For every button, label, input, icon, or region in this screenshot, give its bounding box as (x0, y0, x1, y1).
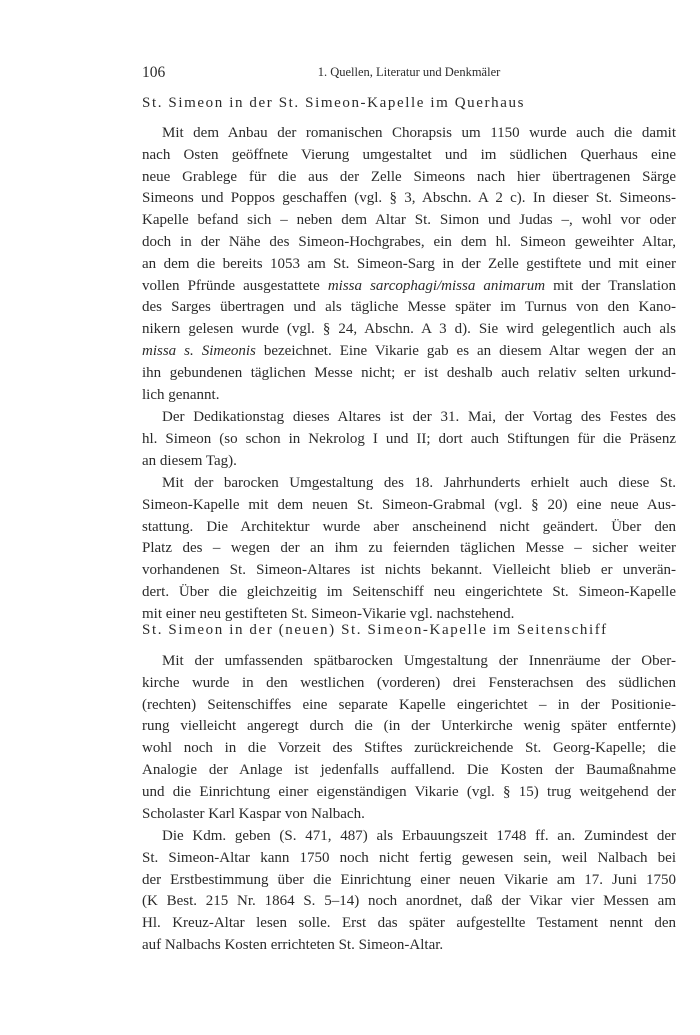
page-number: 106 (142, 64, 166, 81)
paragraph (142, 123, 676, 406)
text-line: rung vielleicht angeregt durch die (in der Unterkirche wenig später entfernte) (142, 718, 676, 735)
text-line: Der Dedikationstag dieses Altares ist der 31. Mai, der Vortag des Festes des (162, 409, 676, 425)
text-line: lich genannt. (142, 386, 220, 403)
text-line: mit einer neu gestifteten St. Simeon-Vikarie vgl. nachstehend. (142, 605, 515, 622)
running-head: 1. Quellen, Literatur und Denkmäler (317, 65, 501, 79)
text-line: Kapelle befand sich – neben dem Altar St. Simon und Judas –, wohl vor oder (142, 212, 676, 229)
text-line: Analogie der Anlage ist jedenfalls auffallend. Die Kosten der Baumaßnahme (142, 761, 676, 778)
text-line: Simeon-Kapelle mit dem neuen St. Simeon-Grabmal (vgl. § 20) eine neue Aus- (142, 496, 676, 513)
text-line: an dem die bereits 1053 am St. Simeon-Sarg in der Zelle gestiftete und mit einer (142, 255, 676, 272)
text-line: wohl noch in die Vorzeit des Stiftes zurückreichende St. Georg-Kapelle; die (142, 740, 676, 757)
text-line: stattung. Die Architektur wurde aber anscheinend nicht geändert. Über den (142, 518, 676, 535)
text-line: Simeons und Poppos geschaffen (vgl. § 3, Abschn. A 2 c). In dieser St. Simeons- (142, 190, 676, 207)
text-line: dert. Über die gleichzeitig im Seitenschiff neu eingerichtete St. Simeon-Kapelle (142, 583, 676, 600)
text-line: nikern gelesen wurde (vgl. § 24, Abschn. A 3 d). Sie wird gelegentlich auch als (142, 321, 676, 338)
text-line: doch in der Nähe des Simeon-Hochgrabes, ein dem hl. Simeon geweihter Altar, (142, 233, 676, 250)
page-header (142, 64, 676, 84)
text-line: des Sarges übertragen und als tägliche Messe später im Turnus von den Kano- (142, 299, 676, 316)
paragraph (142, 407, 676, 472)
text-line: neue Grablege für die aus der Zelle Simeons nach hier übertragenen Särge (142, 168, 676, 185)
italic-term: missa sarcophagi/missa animarum (327, 277, 546, 294)
text-line: Scholaster Karl Kaspar von Nalbach. (142, 805, 365, 822)
text-line: hl. Simeon (so schon in Nekrolog I und II; dort auch Stiftungen für die Präsenz (142, 430, 676, 447)
text-line: kirche wurde in den westlichen (vorderen) drei Fensterachsen des südlichen (142, 674, 676, 691)
text-line: an diesem Tag). (142, 452, 237, 469)
text-line: Mit dem Anbau der romanischen Chorapsis um 1150 wurde auch die damit (162, 125, 676, 141)
paragraph (142, 651, 676, 825)
section-heading-seitenschiff: St. Simeon in der (neuen) St. Simeon-Kapelle im Seitenschiff (142, 622, 608, 638)
italic-term: missa s. Simeonis (142, 342, 256, 359)
text-line: Die Kdm. geben (S. 471, 487) als Erbauungszeit 1748 ff. an. Zumindest der (162, 828, 676, 844)
text-line: Mit der barocken Umgestaltung des 18. Jahrhunderts erhielt auch diese St. (162, 475, 676, 491)
text-line: (rechten) Seitenschiffes eine separate Kapelle eingerichtet – in der Positionie- (142, 696, 676, 713)
text-line: Mit der umfassenden spätbarocken Umgestaltung der Innenräume der Ober- (162, 653, 676, 669)
text-line: St. Simeon-Altar kann 1750 noch nicht fertig gewesen sein, weil Nalbach bei (142, 849, 676, 866)
text-line: missa s. Simeonis bezeichnet. Eine Vikarie gab es an diesem Altar wegen der an (142, 342, 676, 359)
paragraph (142, 473, 676, 626)
text-line: der Erstbestimmung über die Einrichtung einer neuen Vikarie am 17. Juni 1750 (142, 871, 676, 888)
section-heading-querhaus: St. Simeon in der St. Simeon-Kapelle im Querhaus (142, 95, 526, 111)
text-line: ihn gebundenen täglichen Messe nicht; er ist deshalb auch relativ selten urkund- (142, 364, 676, 381)
text-line: auf Nalbachs Kosten errichteten St. Simeon-Altar. (142, 936, 444, 953)
text-line: vollen Pfründe ausgestattete missa sarcophagi/missa animarum mit der Translation (142, 277, 676, 294)
text-line: nach Osten geöffnete Vierung umgestaltet und im südlichen Querhaus eine (142, 146, 676, 163)
text-line: Platz des – wegen der an ihm zu feiernden täglichen Messe – sicher weiter (142, 540, 676, 557)
paragraph (142, 826, 676, 957)
text-line: Hl. Kreuz-Altar lesen solle. Erst das später aufgestellte Testament nennt den (142, 915, 676, 932)
text-line: und die Einrichtung einer eigenständigen Vikarie (vgl. § 15) trug weitgehend der (142, 783, 676, 800)
text-line: (K Best. 215 Nr. 1864 S. 5–14) noch anordnet, daß der Vikar vier Messen am (142, 893, 676, 910)
text-line: vorhandenen St. Simeon-Altares ist nichts bekannt. Vielleicht blieb er unverän- (142, 562, 676, 579)
